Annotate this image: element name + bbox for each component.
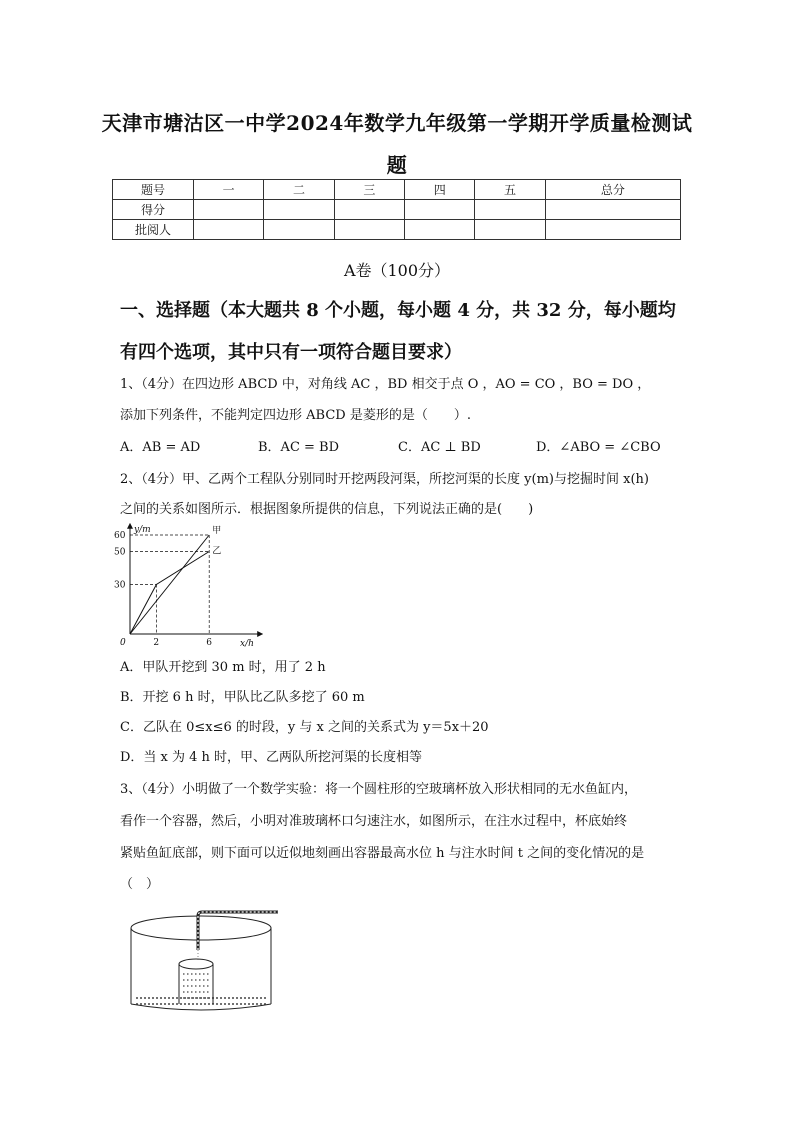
- table-cell: [405, 220, 475, 240]
- table-cell: [545, 220, 680, 240]
- table-cell: [194, 200, 264, 220]
- x-tick-label: 2: [153, 638, 160, 648]
- table-cell: [194, 220, 264, 240]
- table-cell: 三: [334, 180, 404, 200]
- q1-option-d: D．∠ABO = ∠CBO: [536, 440, 661, 455]
- q3-line3: 紧贴鱼缸底部，则下面可以近似地刻画出容器最高水位 h 与注水时间 t 之间的变化情况的是: [120, 846, 645, 861]
- table-cell: 得分: [113, 200, 194, 220]
- q3-line1: 3、（4分）小明做了一个数学实验：将一个圆柱形的空玻璃杯放入形状相同的无水鱼缸内，: [120, 782, 638, 797]
- table-cell: [545, 200, 680, 220]
- table-cell: 题号: [113, 180, 194, 200]
- tank-bottom: [131, 1004, 271, 1010]
- table-cell: 五: [475, 180, 545, 200]
- q3-line2: 看作一个容器，然后，小明对准玻璃杯口匀速注水，如图所示，在注水过程中，杯底始终: [120, 814, 628, 829]
- q2-line2: 之间的关系如图所示．根据图象所提供的信息，下列说法正确的是( ): [120, 502, 534, 517]
- part1-heading-line1: 一、选择题（本大题共 8 个小题，每小题 4 分，共 32 分，每小题均: [120, 300, 676, 321]
- table-cell: 批阅人: [113, 220, 194, 240]
- x-axis-label: x/h: [240, 639, 254, 649]
- table-cell: [264, 200, 334, 220]
- q1-line2: 添加下列条件，不能判定四边形 ABCD 是菱形的是（ ）.: [120, 408, 471, 423]
- q1-option-a: A．AB = AD: [120, 440, 201, 455]
- tank-rim: [131, 916, 271, 940]
- series-label: 甲: [212, 526, 222, 536]
- series-line-1: [130, 552, 209, 635]
- q1-option-b: B．AC = BD: [258, 440, 340, 455]
- table-cell: [475, 200, 545, 220]
- page-title-line1: 天津市塘沽区一中学2024年数学九年级第一学期开学质量检测试: [101, 111, 693, 135]
- part1-heading-line2: 有四个选项，其中只有一项符合题目要求）: [120, 342, 462, 363]
- score-table: [112, 179, 681, 240]
- q1-option-c: C．AC ⊥ BD: [398, 440, 481, 455]
- q2-line-chart: [112, 520, 272, 652]
- table-cell: [334, 220, 404, 240]
- table-row: [113, 220, 681, 240]
- x-tick-label: 6: [206, 638, 212, 648]
- table-cell: 总分: [545, 180, 680, 200]
- fish-tank-illustration: [126, 906, 286, 1018]
- table-cell: [405, 200, 475, 220]
- page-title-line2: 题: [386, 153, 408, 177]
- cup-water: [183, 974, 210, 998]
- table-cell: 一: [194, 180, 264, 200]
- y-axis-label: y/m: [134, 525, 151, 535]
- table-cell: 二: [264, 180, 334, 200]
- table-cell: [334, 200, 404, 220]
- y-tick-label: 30: [114, 580, 126, 591]
- table-cell: [264, 220, 334, 240]
- q2-option-b: B．开挖 6 h 时，甲队比乙队多挖了 60 m: [120, 690, 365, 705]
- q2-option-a: A．甲队开挖到 30 m 时，用了 2 h: [120, 660, 326, 675]
- y-tick-label: 60: [114, 531, 126, 541]
- section-heading: A卷（100分）: [343, 261, 451, 280]
- q3-line4: （ ）: [120, 877, 160, 892]
- table-row: [113, 200, 681, 220]
- table-row: [113, 180, 681, 200]
- table-cell: [475, 220, 545, 240]
- q1-line1: 1、（4分）在四边形 ABCD 中，对角线 AC ，BD 相交于点 O ，AO = CO ，BO = DO ，: [120, 377, 651, 392]
- q2-option-d: D．当 x 为 4 h 时，甲、乙两队所挖河渠的长度相等: [120, 750, 423, 765]
- q2-line1: 2、（4分）甲、乙两个工程队分别同时开挖两段河渠，所挖河渠的长度 y(m)与挖掘时间 x(h): [120, 472, 649, 487]
- series-label: 乙: [212, 546, 222, 557]
- y-tick-label: 50: [114, 547, 126, 558]
- cup-rim: [179, 959, 213, 969]
- x-tick-label: 0: [120, 638, 126, 648]
- q2-option-c: C．乙队在 0≤x≤6 的时段，y 与 x 之间的关系式为 y＝5x＋20: [120, 720, 489, 735]
- table-cell: 四: [405, 180, 475, 200]
